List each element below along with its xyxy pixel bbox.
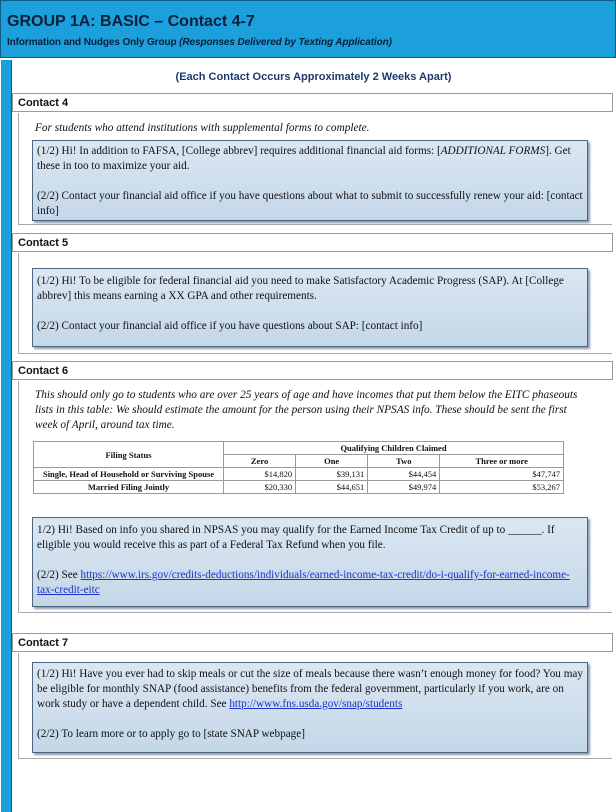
table-cell: $47,747 <box>440 468 564 481</box>
contact-6-heading: Contact 6 <box>12 361 613 380</box>
row-label: Married Filing Jointly <box>34 481 224 494</box>
page-header <box>0 0 616 58</box>
contact-4-message-2: (2/2) Contact your financial aid office if you have questions about what to submit to successfully renew your aid: [contact info] <box>37 190 583 217</box>
contact-5-message-1: (1/2) Hi! To be eligible for federal financial aid you need to make Satisfactory Academic Progress (SAP). At [College abbrev] this means earning a XX GPA and other requirements. <box>37 275 564 302</box>
eitc-table <box>33 441 564 494</box>
table-cell: $49,974 <box>368 481 440 494</box>
page-title: GROUP 1A: BASIC – Contact 4-7 <box>7 13 255 30</box>
table-cell: $44,651 <box>296 481 368 494</box>
col-header: One <box>296 455 368 468</box>
contact-7-message-1: (1/2) Hi! Have you ever had to skip meals or cut the size of meals because there wasn’t enough money for food? You may be eligible for monthly SNAP (food assistance) benefits from the federal government, particularly if you work, are on work study or have a dependent child. See http://www.fns.usda.gov/snap/students <box>37 668 583 710</box>
col-header: Two <box>368 455 440 468</box>
table-row <box>34 468 564 481</box>
contact-4-message-box <box>32 140 588 221</box>
row-label: Single, Head of Household or Surviving Spouse <box>34 468 224 481</box>
table-cell: $20,330 <box>224 481 296 494</box>
contact-5-message-box <box>32 268 588 347</box>
contact-4-message-1: (1/2) Hi! In addition to FAFSA, [College abbrev] requires additional financial aid forms: [ADDITIONAL FORMS]. Get these in too to maximize your aid. <box>37 145 571 172</box>
contact-4-instruction: For students who attend institutions with supplemental forms to complete. <box>35 122 370 134</box>
qualifying-children-header: Qualifying Children Claimed <box>224 442 564 455</box>
table-row <box>34 442 564 455</box>
contact-7-message-2: (2/2) To learn more or to apply go to [state SNAP webpage] <box>37 728 305 740</box>
col-header: Zero <box>224 455 296 468</box>
snap-students-link[interactable]: http://www.fns.usda.gov/snap/students <box>229 698 403 710</box>
contact-5-heading: Contact 5 <box>12 233 613 252</box>
contact-4-heading: Contact 4 <box>12 93 613 112</box>
contact-6-message-1: 1/2) Hi! Based on info you shared in NPSAS you may qualify for the Earned Income Tax Credit of up to ______. If eligible you would receive this as part of a Federal Tax Refund when you file. <box>37 524 555 551</box>
contact-5-message-2: (2/2) Contact your financial aid office if you have questions about SAP: [contact info] <box>37 320 423 332</box>
subtitle-main: Information and Nudges Only Group <box>7 37 177 48</box>
page-subtitle <box>7 37 392 48</box>
contact-6-message-box <box>32 517 588 607</box>
irs-eitc-link[interactable]: https://www.irs.gov/credits-deductions/individuals/earned-income-tax-credit/do-i-qualify-for-earned-income-tax-credit-eitc <box>37 569 570 596</box>
col-header: Three or more <box>440 455 564 468</box>
table-cell: $44,454 <box>368 468 440 481</box>
subtitle-note: (Responses Delivered by Texting Application) <box>179 37 392 48</box>
table-row <box>34 481 564 494</box>
schedule-note: (Each Contact Occurs Approximately 2 Weeks Apart) <box>175 71 452 83</box>
table-cell: $53,267 <box>440 481 564 494</box>
contact-7-heading: Contact 7 <box>12 633 613 652</box>
contact-6-instruction: This should only go to students who are over 25 years of age and have incomes that put them below the EITC phaseouts lists in this table: We should estimate the amount for the person using their NPSAS info. These should be sent the first week of April, around tax time. <box>35 389 578 431</box>
contact-7-message-box <box>32 662 588 753</box>
contact-6-message-2: (2/2) See https://www.irs.gov/credits-deductions/individuals/earned-income-tax-credit/do-i-qualify-for-earned-income-tax-credit-eitc <box>37 569 570 596</box>
table-cell: $14,820 <box>224 468 296 481</box>
filing-status-header: Filing Status <box>34 442 224 468</box>
table-cell: $39,131 <box>296 468 368 481</box>
left-accent-bar <box>1 60 12 812</box>
